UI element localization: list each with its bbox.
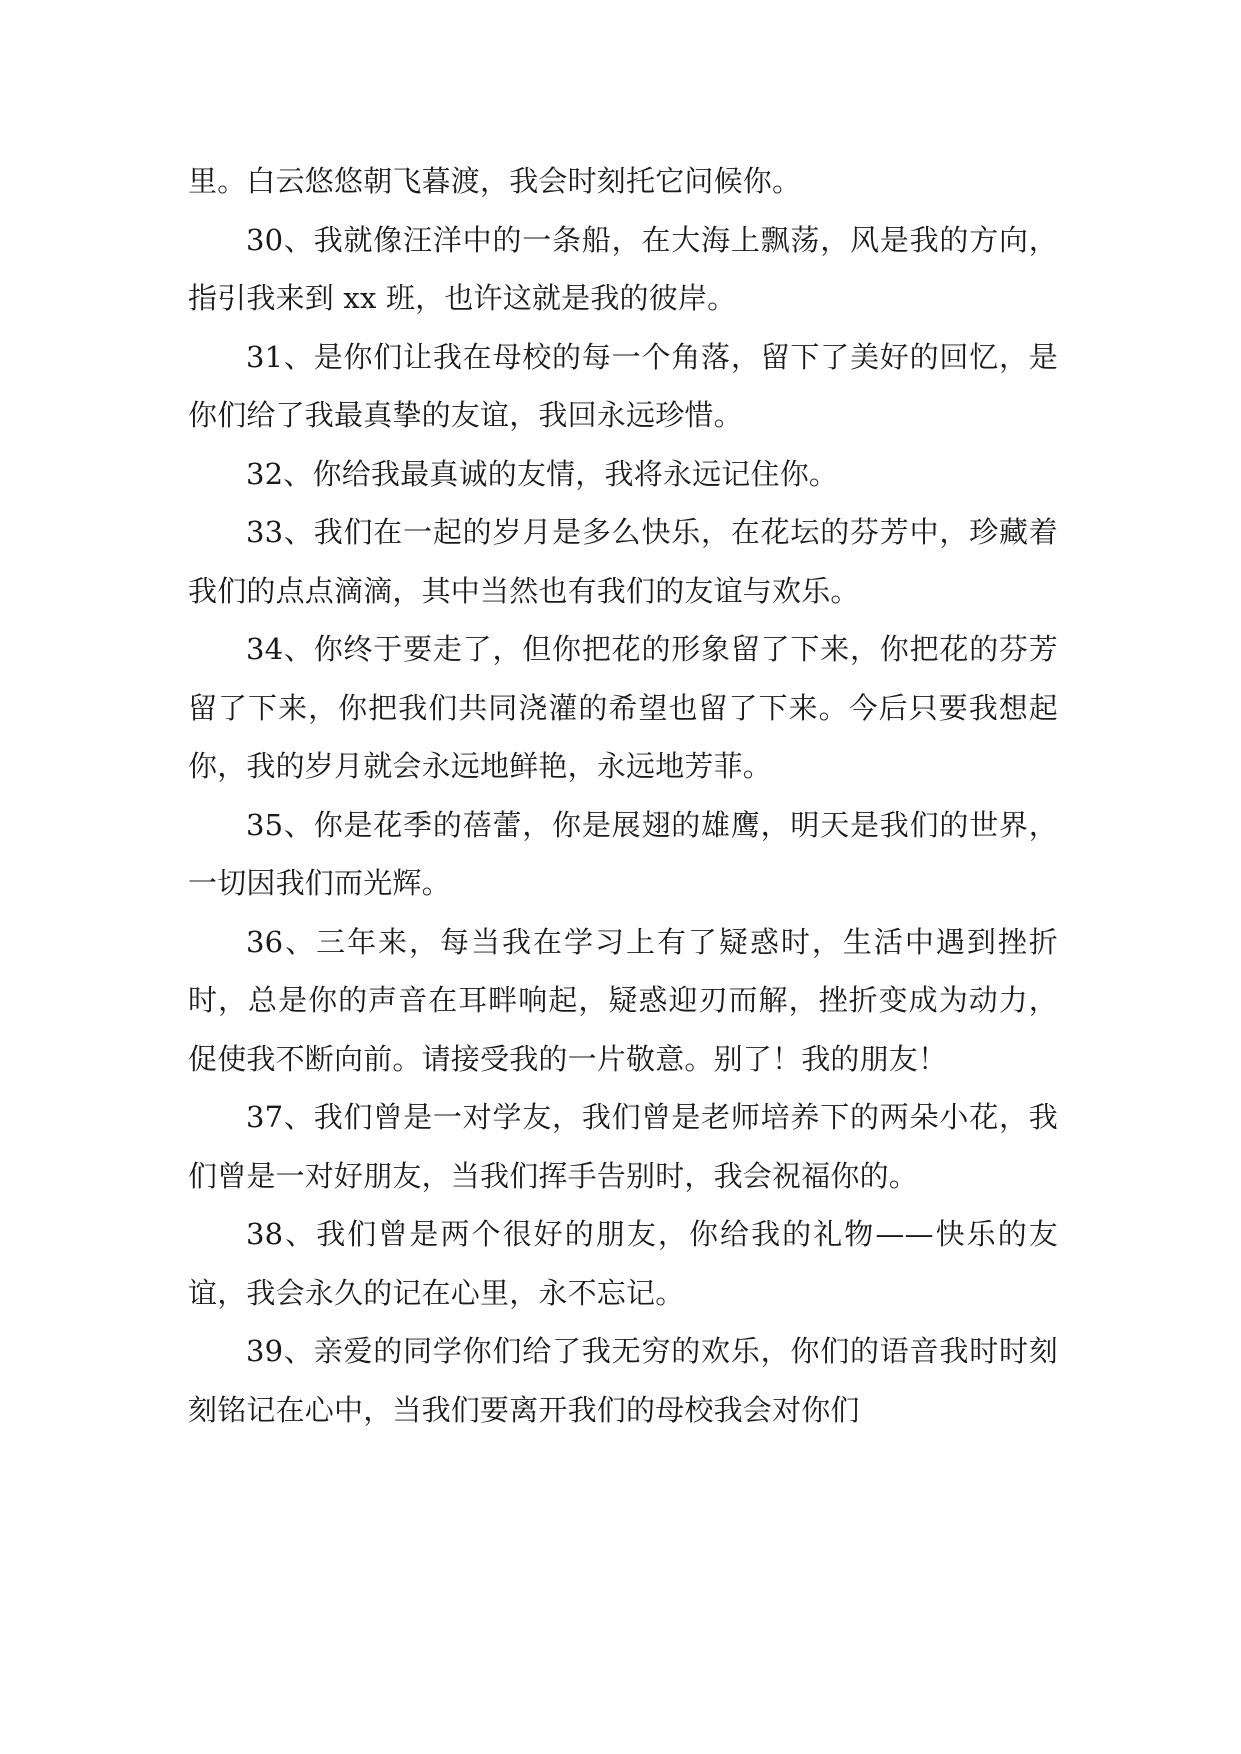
document-body <box>188 152 1058 1439</box>
paragraph-36: 36、三年来，每当我在学习上有了疑惑时，生活中遇到挫折时，总是你的声音在耳畔响起，疑惑迎刃而解，挫折变成为动力，促使我不断向前。请接受我的一片敬意。别了！我的朋友！ <box>188 924 1058 1076</box>
paragraph-31: 31、是你们让我在母校的每一个角落，留下了美好的回忆，是你们给了我最真挚的友谊，我回永远珍惜。 <box>188 339 1058 432</box>
paragraph-30: 30、我就像汪洋中的一条船，在大海上飘荡，风是我的方向，指引我来到 xx 班，也许这就是我的彼岸。 <box>188 222 1058 315</box>
paragraph-32: 32、你给我最真诚的友情，我将永远记住你。 <box>246 456 839 491</box>
paragraph-37: 37、我们曾是一对学友，我们曾是老师培养下的两朵小花，我们曾是一对好朋友，当我们挥手告别时，我会祝福你的。 <box>188 1100 1058 1193</box>
paragraph-39: 39、亲爱的同学你们给了我无穷的欢乐，你们的语音我时时刻刻铭记在心中，当我们要离开我们的母校我会对你们 <box>188 1334 1058 1427</box>
paragraph-34: 34、你终于要走了，但你把花的形象留了下来，你把花的芬芳留了下来，你把我们共同浇灌的希望也留了下来。今后只要我想起你，我的岁月就会永远地鲜艳，永远地芳菲。 <box>188 632 1058 783</box>
paragraph-continuation: 里。白云悠悠朝飞暮渡，我会时刻托它问候你。 <box>188 164 802 198</box>
paragraph-35: 35、你是花季的蓓蕾，你是展翅的雄鹰，明天是我们的世界，一切因我们而光辉。 <box>188 807 1058 900</box>
paragraph-33: 33、我们在一起的岁月是多么快乐，在花坛的芬芳中，珍藏着我们的点点滴滴，其中当然也有我们的友谊与欢乐。 <box>188 515 1058 608</box>
paragraph-38: 38、我们曾是两个很好的朋友，你给我的礼物——快乐的友谊，我会永久的记在心里，永不忘记。 <box>188 1217 1058 1310</box>
